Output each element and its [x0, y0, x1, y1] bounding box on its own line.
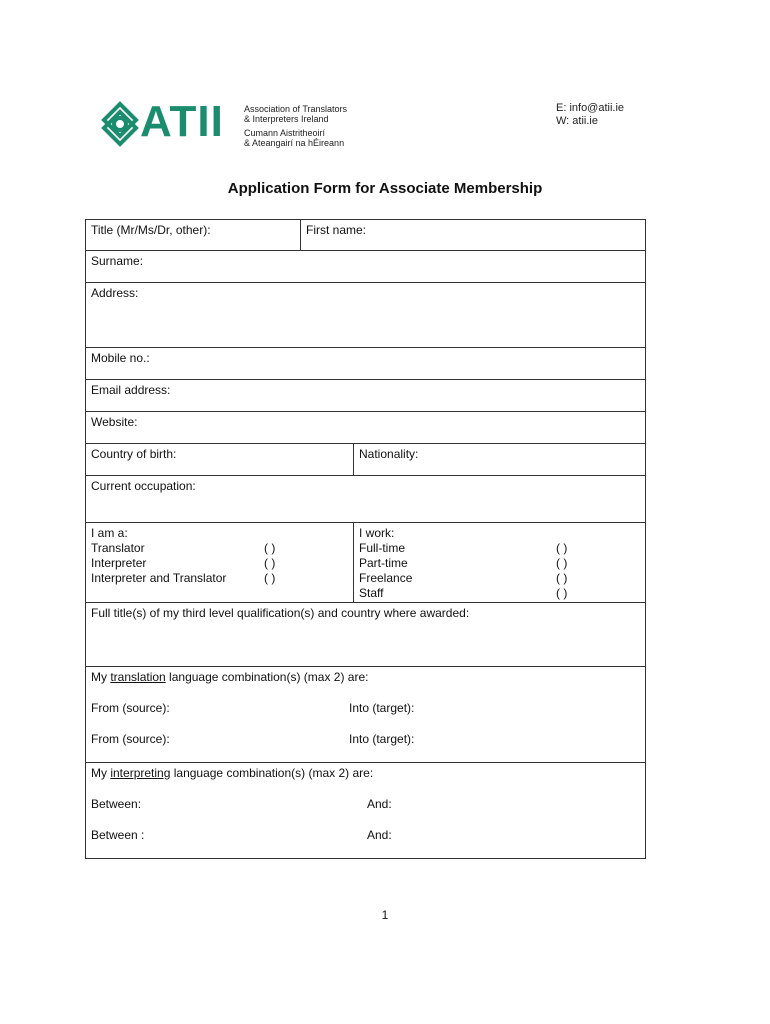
- into-target-2[interactable]: Into (target):: [349, 732, 415, 746]
- title-field[interactable]: [86, 220, 300, 250]
- first-name-label: First name:: [306, 223, 367, 237]
- row-translation-combinations: [85, 667, 646, 763]
- country-of-birth-field[interactable]: [86, 444, 353, 475]
- interpreting-heading: My interpreting language combination(s) (max 2) are:: [91, 766, 374, 780]
- option-translator: Translator: [91, 541, 145, 555]
- atii-logo: [100, 97, 360, 150]
- logo-wordmark: ATII: [140, 97, 224, 146]
- organisation-name: [244, 104, 347, 148]
- surname-field[interactable]: [86, 251, 645, 282]
- i-work-heading: I work:: [359, 526, 395, 540]
- org-name-en-1: Association of Translators: [244, 104, 348, 114]
- translation-word: translation: [110, 670, 166, 684]
- email-field[interactable]: [86, 380, 645, 411]
- interpreter-and-translator-checkbox[interactable]: ( ): [264, 571, 276, 585]
- row-qualification: [85, 603, 646, 667]
- full-time-checkbox[interactable]: ( ): [556, 541, 568, 555]
- from-source-1[interactable]: From (source):: [91, 701, 170, 715]
- row-role-work: [85, 523, 646, 603]
- surname-label: Surname:: [91, 254, 144, 268]
- interpreting-section: [86, 763, 645, 858]
- from-source-2[interactable]: From (source):: [91, 732, 170, 746]
- qualification-label: Full title(s) of my third level qualification(s) and country where awarded:: [91, 606, 470, 620]
- option-full-time: Full-time: [359, 541, 406, 555]
- row-interpreting-combinations: [85, 763, 646, 859]
- interpreter-checkbox[interactable]: ( ): [264, 556, 276, 570]
- row-occupation: [85, 476, 646, 523]
- celtic-knot-icon: [100, 100, 140, 148]
- address-field[interactable]: [86, 283, 645, 347]
- between-2[interactable]: Between :: [91, 828, 145, 842]
- qualification-field[interactable]: [86, 603, 645, 666]
- translation-section: [86, 667, 645, 762]
- i-work-section: [353, 523, 645, 602]
- page-header: [0, 0, 770, 160]
- i-am-section: [86, 523, 353, 602]
- mobile-field[interactable]: [86, 348, 645, 379]
- row-country-nationality: [85, 444, 646, 476]
- row-surname: [85, 251, 646, 283]
- mobile-label: Mobile no.:: [91, 351, 150, 365]
- website-field[interactable]: [86, 412, 645, 443]
- option-interpreter: Interpreter: [91, 556, 147, 570]
- interpreting-word: interpreting: [110, 766, 171, 780]
- contact-info: [556, 102, 624, 128]
- nationality-field[interactable]: [353, 444, 645, 475]
- org-name-ga-2: & Ateangairí na hÉireann: [244, 138, 345, 148]
- org-name-en-2: & Interpreters Ireland: [244, 114, 329, 124]
- row-email: [85, 380, 646, 412]
- between-1[interactable]: Between:: [91, 797, 142, 811]
- email-label: Email address:: [91, 383, 171, 397]
- translator-checkbox[interactable]: ( ): [264, 541, 276, 555]
- and-2[interactable]: And:: [367, 828, 392, 842]
- part-time-checkbox[interactable]: ( ): [556, 556, 568, 570]
- page-number: 1: [381, 908, 389, 922]
- option-staff: Staff: [359, 586, 384, 600]
- website-label: Website:: [91, 415, 138, 429]
- translation-heading: My translation language combination(s) (max 2) are:: [91, 670, 369, 684]
- first-name-field[interactable]: [300, 220, 645, 250]
- freelance-checkbox[interactable]: ( ): [556, 571, 568, 585]
- row-mobile: [85, 348, 646, 380]
- option-part-time: Part-time: [359, 556, 408, 570]
- contact-website: W: atii.ie: [556, 115, 598, 127]
- i-am-heading: I am a:: [91, 526, 128, 540]
- row-address: [85, 283, 646, 348]
- row-website: [85, 412, 646, 444]
- row-title-firstname: [85, 219, 646, 251]
- staff-checkbox[interactable]: ( ): [556, 586, 568, 600]
- occupation-label: Current occupation:: [91, 479, 196, 493]
- application-form: [85, 219, 646, 859]
- title-label: Title (Mr/Ms/Dr, other):: [91, 223, 211, 237]
- option-freelance: Freelance: [359, 571, 413, 585]
- page-title: Application Form for Associate Membership: [227, 180, 543, 197]
- contact-email: E: info@atii.ie: [556, 102, 625, 114]
- country-of-birth-label: Country of birth:: [91, 447, 177, 461]
- nationality-label: Nationality:: [359, 447, 419, 461]
- and-1[interactable]: And:: [367, 797, 392, 811]
- address-label: Address:: [91, 286, 139, 300]
- option-interpreter-and-translator: Interpreter and Translator: [91, 571, 227, 585]
- occupation-field[interactable]: [86, 476, 645, 522]
- into-target-1[interactable]: Into (target):: [349, 701, 415, 715]
- org-name-ga-1: Cumann Aistritheoirí: [244, 128, 326, 138]
